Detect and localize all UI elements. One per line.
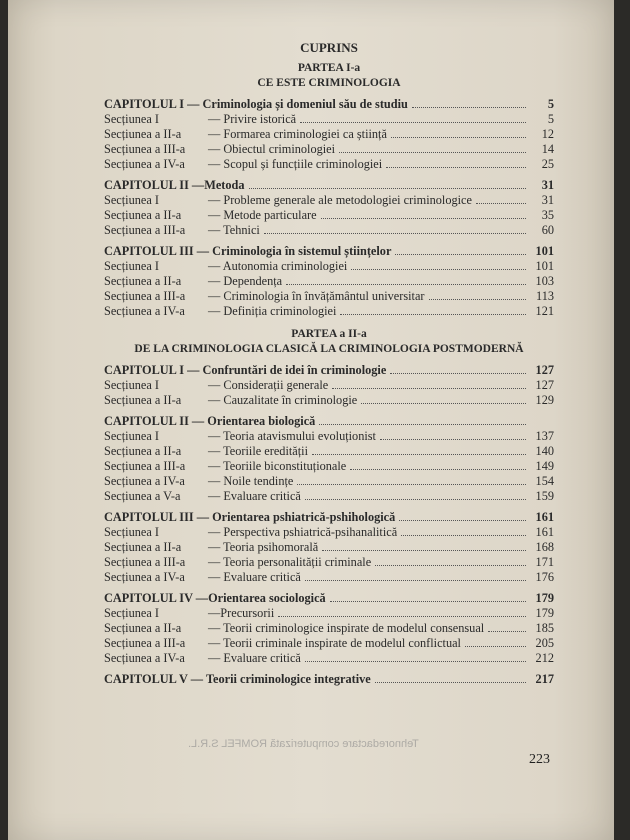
section-label: Secțiunea a II-a <box>104 274 182 288</box>
bleed-through-stamp: Tehnoredactare computerizată ROMFEL S.R.L. <box>188 738 419 750</box>
chapter-title: CAPITOLUL III — Orientarea pshiatrică-pshihologică <box>104 510 396 524</box>
toc-section-row <box>104 651 554 666</box>
section-title: — Teoriile biconstituționale <box>208 459 347 473</box>
dot-leader <box>297 484 526 485</box>
section-label: Secțiunea a V-a <box>104 489 181 503</box>
section-page: 129 <box>535 393 554 407</box>
section-title: —Precursorii <box>208 606 275 620</box>
dot-leader <box>305 580 526 581</box>
dot-leader <box>332 388 526 389</box>
section-label: Secțiunea I <box>104 378 159 392</box>
dot-leader <box>380 439 526 440</box>
section-page: 103 <box>535 274 554 288</box>
dot-leader <box>305 499 526 500</box>
toc-section-row <box>104 157 554 172</box>
section-page: 205 <box>535 636 554 650</box>
toc-section-row <box>104 540 554 555</box>
section-label: Secțiunea a III-a <box>104 289 186 303</box>
section-title: — Teoria personalității criminale <box>208 555 372 569</box>
section-page: 161 <box>535 525 554 539</box>
chapter-page: 5 <box>547 97 554 111</box>
section-title: — Evaluare critică <box>208 651 301 665</box>
section-title: — Tehnici <box>208 223 260 237</box>
dot-leader <box>399 520 526 521</box>
dot-leader <box>319 424 526 425</box>
dot-leader <box>264 233 526 234</box>
toc-section-row <box>104 444 554 459</box>
dot-leader <box>340 314 526 315</box>
section-label: Secțiunea a III-a <box>104 459 186 473</box>
toc-heading: CUPRINS <box>300 40 358 55</box>
chapter-page: 217 <box>535 672 554 686</box>
chapter-page: 179 <box>535 591 554 605</box>
dot-leader <box>401 535 526 536</box>
section-page: 60 <box>541 223 554 237</box>
section-page: 176 <box>535 570 554 584</box>
chapter-page: 31 <box>541 178 554 192</box>
section-label: Secțiunea a III-a <box>104 636 186 650</box>
dot-leader <box>321 218 526 219</box>
section-page: 149 <box>535 459 554 473</box>
dot-leader <box>488 631 526 632</box>
section-label: Secțiunea I <box>104 193 159 207</box>
section-title: — Teorii criminale inspirate de modelul conflictual <box>208 636 461 650</box>
dot-leader <box>375 682 526 683</box>
toc-section-row <box>104 429 554 444</box>
toc-section-row <box>104 636 554 651</box>
toc-section-row <box>104 304 554 319</box>
section-page: 25 <box>541 157 554 171</box>
chapter-title: CAPITOLUL I — Confruntări de idei în criminologie <box>104 363 387 377</box>
section-title: — Criminologia în învățământul universitar <box>208 289 425 303</box>
section-title: — Evaluare critică <box>208 489 301 503</box>
section-page: 185 <box>535 621 554 635</box>
dot-leader <box>249 188 526 189</box>
toc-section-row <box>104 208 554 223</box>
chapter-title: CAPITOLUL I — Criminologia și domeniul său de studiu <box>104 97 408 111</box>
section-page: 113 <box>536 289 554 303</box>
section-title: — Teoriile eredității <box>208 444 308 458</box>
section-label: Secțiunea I <box>104 259 159 273</box>
toc-chapter-row <box>104 591 554 606</box>
dot-leader <box>375 565 526 566</box>
toc-section-row <box>104 112 554 127</box>
part2-chapters <box>104 363 554 687</box>
chapter-page: 101 <box>535 244 554 258</box>
section-label: Secțiunea a III-a <box>104 142 186 156</box>
section-label: Secțiunea a III-a <box>104 223 186 237</box>
chapter-title: CAPITOLUL V — Teorii criminologice integrative <box>104 672 371 686</box>
section-page: 35 <box>541 208 554 222</box>
toc-section-row <box>104 555 554 570</box>
toc-section-row <box>104 259 554 274</box>
section-page: 5 <box>547 112 554 126</box>
dot-leader <box>465 646 526 647</box>
part1-chapters <box>104 97 554 319</box>
toc-section-row <box>104 223 554 238</box>
section-title: — Privire istorică <box>208 112 297 126</box>
section-title: — Teoria psihomorală <box>208 540 319 554</box>
toc-chapter-row <box>104 510 554 525</box>
section-page: 168 <box>535 540 554 554</box>
dot-leader <box>390 373 526 374</box>
section-title: — Evaluare critică <box>208 570 301 584</box>
dot-leader <box>339 152 526 153</box>
toc-chapter-row <box>104 672 554 687</box>
section-label: Secțiunea a II-a <box>104 540 182 554</box>
dot-leader <box>305 661 526 662</box>
dot-leader <box>476 203 526 204</box>
dot-leader <box>300 122 526 123</box>
toc-section-row <box>104 274 554 289</box>
dot-leader <box>395 254 526 255</box>
toc-section-row <box>104 606 554 621</box>
section-title: — Obiectul criminologiei <box>208 142 336 156</box>
dot-leader <box>429 299 526 300</box>
dot-leader <box>412 107 526 108</box>
section-page: 179 <box>535 606 554 620</box>
section-page: 154 <box>535 474 554 488</box>
section-label: Secțiunea a IV-a <box>104 570 185 584</box>
chapter-page: 161 <box>535 510 554 524</box>
toc-chapter-row <box>104 244 554 259</box>
dot-leader <box>278 616 526 617</box>
toc-section-row <box>104 393 554 408</box>
toc-section-row <box>104 489 554 504</box>
book-page <box>8 0 614 840</box>
toc-section-row <box>104 525 554 540</box>
dot-leader <box>386 167 526 168</box>
toc-section-row <box>104 289 554 304</box>
toc-section-row <box>104 459 554 474</box>
toc-chapter-row <box>104 97 554 112</box>
dot-leader <box>350 469 526 470</box>
section-page: 159 <box>535 489 554 503</box>
section-title: — Perspectiva pshiatrică-psihanalitică <box>208 525 398 539</box>
section-title: — Metode particulare <box>208 208 317 222</box>
section-label: Secțiunea I <box>104 112 159 126</box>
chapter-title: CAPITOLUL II — Orientarea biologică <box>104 414 316 428</box>
dot-leader <box>322 550 526 551</box>
section-label: Secțiunea a II-a <box>104 444 182 458</box>
table-of-contents <box>104 40 554 687</box>
section-page: 12 <box>541 127 554 141</box>
section-label: Secțiunea a II-a <box>104 127 182 141</box>
section-label: Secțiunea a IV-a <box>104 157 185 171</box>
dot-leader <box>312 454 526 455</box>
page-number: 223 <box>529 752 550 767</box>
section-title: — Formarea criminologiei ca știință <box>208 127 387 141</box>
section-page: 127 <box>535 378 554 392</box>
section-title: — Scopul și funcțiile criminologiei <box>208 157 383 171</box>
section-page: 14 <box>541 142 554 156</box>
toc-chapter-row <box>104 414 554 429</box>
toc-section-row <box>104 621 554 636</box>
section-title: — Considerații generale <box>208 378 329 392</box>
part1-title: CE ESTE CRIMINOLOGIA <box>257 77 401 89</box>
toc-section-row <box>104 127 554 142</box>
dot-leader <box>391 137 526 138</box>
toc-chapter-row <box>104 363 554 378</box>
chapter-title: CAPITOLUL II —Metoda <box>104 178 245 192</box>
toc-section-row <box>104 142 554 157</box>
toc-chapter-row <box>104 178 554 193</box>
section-title: — Noile tendințe <box>208 474 294 488</box>
section-title: — Definiția criminologiei <box>208 304 337 318</box>
section-label: Secțiunea a IV-a <box>104 474 185 488</box>
toc-section-row <box>104 570 554 585</box>
section-page: 101 <box>535 259 554 273</box>
section-page: 121 <box>535 304 554 318</box>
section-label: Secțiunea a IV-a <box>104 304 185 318</box>
section-title: — Teoria atavismului evoluționist <box>208 429 376 443</box>
dot-leader <box>286 284 526 285</box>
section-label: Secțiunea a II-a <box>104 393 182 407</box>
section-label: Secțiunea I <box>104 525 159 539</box>
section-page: 140 <box>535 444 554 458</box>
part1-label: PARTEA I-a <box>297 62 361 74</box>
section-page: 31 <box>541 193 554 207</box>
section-title: — Probleme generale ale metodologiei criminologice <box>208 193 472 207</box>
toc-section-row <box>104 193 554 208</box>
section-label: Secțiunea a II-a <box>104 208 182 222</box>
part2-label: PARTEA a II-a <box>291 328 367 340</box>
part2-title: DE LA CRIMINOLOGIA CLASICĂ LA CRIMINOLOGIA POSTMODERNĂ <box>134 343 524 355</box>
dot-leader <box>351 269 526 270</box>
dot-leader <box>361 403 526 404</box>
toc-section-row <box>104 474 554 489</box>
chapter-page: 127 <box>535 363 554 377</box>
section-title: — Autonomia criminologiei <box>208 259 348 273</box>
section-label: Secțiunea a III-a <box>104 555 186 569</box>
chapter-title: CAPITOLUL IV —Orientarea sociologică <box>104 591 326 605</box>
section-title: — Cauzalitate în criminologie <box>208 393 358 407</box>
section-page: 212 <box>535 651 554 665</box>
section-title: — Teorii criminologice inspirate de modelul consensual <box>208 621 485 635</box>
section-title: — Dependența <box>208 274 283 288</box>
section-label: Secțiunea a II-a <box>104 621 182 635</box>
toc-section-row <box>104 378 554 393</box>
chapter-title: CAPITOLUL III — Criminologia în sistemul științelor <box>104 244 392 258</box>
section-page: 171 <box>535 555 554 569</box>
dot-leader <box>330 601 526 602</box>
section-page: 137 <box>535 429 554 443</box>
section-label: Secțiunea I <box>104 429 159 443</box>
section-label: Secțiunea a IV-a <box>104 651 185 665</box>
section-label: Secțiunea I <box>104 606 159 620</box>
